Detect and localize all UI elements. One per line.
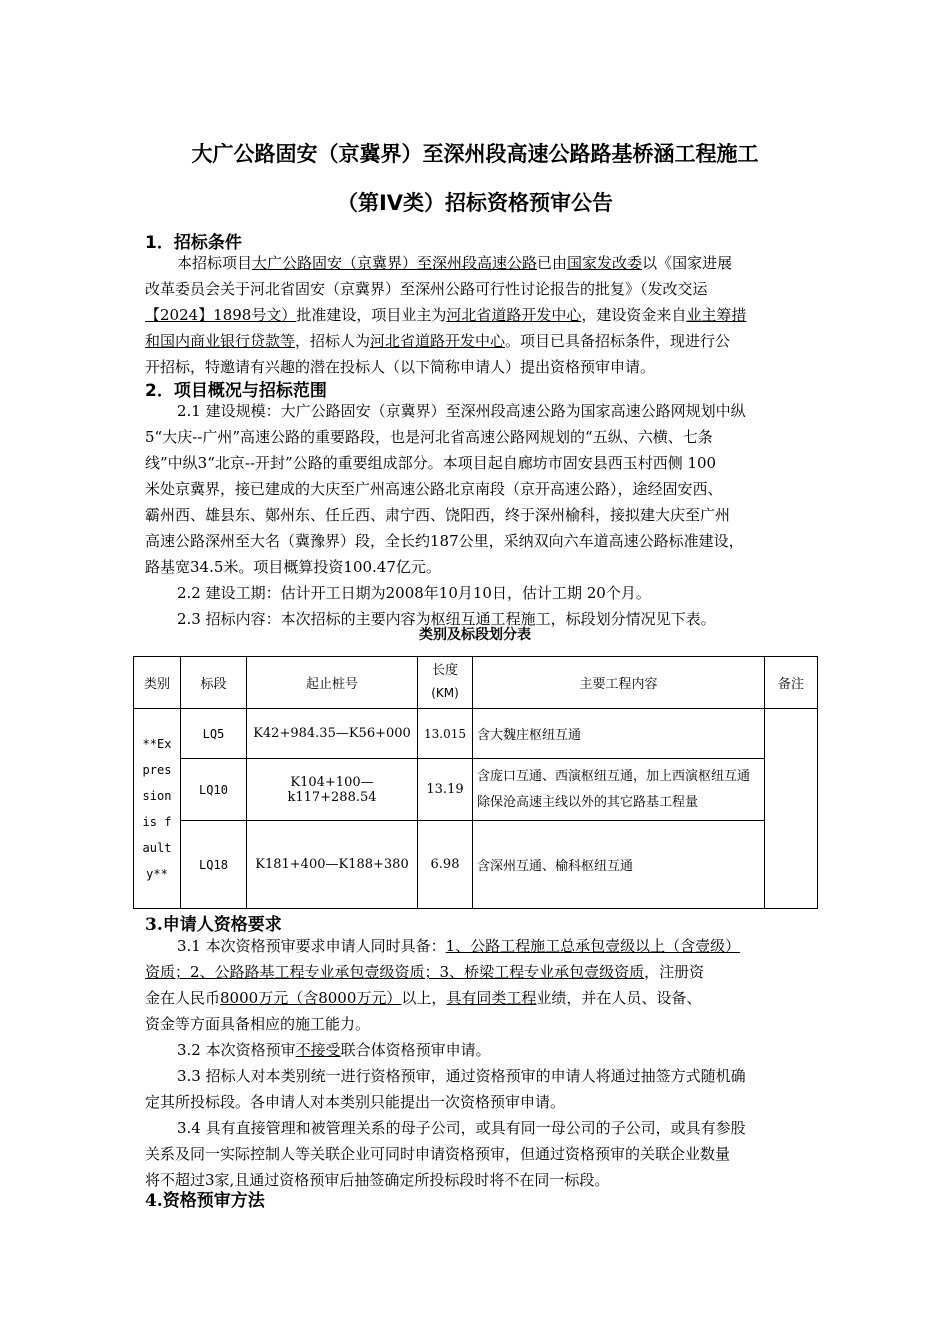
s2-line: 5“大庆--广州”高速公路的重要路段，也是河北省高速公路网规划的“五纵、六横、七条 [145, 428, 713, 446]
length-cell: 13.19 [418, 759, 473, 821]
section-1-body [145, 250, 817, 380]
approver: 国家发改委 [567, 254, 643, 272]
s3-line-4: 资金等方面具备相应的施工能力。 [145, 1015, 371, 1033]
length-cell: 13.015 [418, 709, 473, 759]
s1-line-5: 开招标，特邀请有兴趣的潜在投标人（以下简称申请人）提出资格预审申请。 [145, 358, 656, 376]
s3-line-1: 3.1 本次资格预审要求申请人同时具备：1、公路工程施工总承包壹级以上（含壹级） [177, 937, 741, 955]
owner: 河北省道路开发中心 [446, 306, 582, 324]
tenderer: 河北省道路开发中心 [370, 332, 506, 350]
section-2-body [145, 398, 817, 632]
table-header-row [134, 657, 818, 709]
s2-line: 米处京冀界，接已建成的大庆至广州高速公路北京南段（京开高速公路），途经固安西、 [145, 480, 723, 498]
s3-line-2: 资质；2、公路路基工程专业承包壹级资质；3、桥梁工程专业承包壹级资质，注册资 [145, 963, 705, 981]
remark-cell [765, 709, 818, 909]
table-row [134, 759, 818, 821]
section-3-body [145, 933, 817, 1193]
s3-line-3: 金在人民币8000万元（含8000万元）以上，具有同类工程业绩，并在人员、设备、 [145, 989, 702, 1007]
header-range: 起止桩号 [247, 657, 418, 709]
s3-line: 3.3 招标人对本类别统一进行资格预审，通过资格预审的申请人将通过抽签方式随机确 [177, 1067, 746, 1085]
header-type: 类别 [134, 657, 181, 709]
section-cell: LQ5 [181, 709, 247, 759]
project-name: 大广公路固安（京冀界）至深州段高速公路 [252, 254, 538, 272]
section-4-heading: 4.资格预审方法 [145, 1191, 265, 1211]
section-2-heading: 2．项目概况与招标范围 [145, 381, 327, 401]
s1-line-2: 改革委员会关于河北省固安（京冀界）至深州公路可行性讨论报告的批复》（发改交运 [145, 280, 708, 298]
table-row [134, 821, 818, 909]
s3-line: 3.4 具有直接管理和被管理关系的母子公司，或具有同一母公司的子公司，或具有参股 [177, 1119, 746, 1137]
type-cell: **Expression is faulty** [134, 709, 181, 909]
s1-line-4: 和国内商业银行贷款等，招标人为河北省道路开发中心。项目已具备招标条件，现进行公 [145, 332, 731, 350]
s2-line: 霸州西、雄县东、鄚州东、任丘西、肃宁西、饶阳西，终于深州榆科，接拟建大庆至广州 [145, 506, 731, 524]
table-caption: 类别及标段划分表 [419, 627, 531, 643]
s1-line-3: 【2024】1898号文）批准建设，项目业主为河北省道路开发中心，建设资金来自业主筹措 [145, 306, 747, 324]
s2-line: 线”中纵3“北京--开封”公路的重要组成部分。本项目起自廊坊市固安县西玉村西侧 100 [145, 454, 717, 472]
section-1-heading: 1．招标条件 [145, 233, 242, 253]
table-row [134, 709, 818, 759]
range-cell: K181+400—K188+380 [247, 821, 418, 909]
range-cell: K42+984.35—K56+000 [247, 709, 418, 759]
s2-line: 高速公路深州至大名（冀豫界）段，全长约187公里，采纳双向六车道高速公路标准建设， [145, 532, 744, 550]
content-cell: 含庞口互通、西演枢纽互通，加上西演枢纽互通除保沧高速主线以外的其它路基工程量 [473, 759, 765, 821]
content-cell: 含大魏庄枢纽互通 [473, 709, 765, 759]
content-cell: 含深州互通、榆科枢纽互通 [473, 821, 765, 909]
range-cell: K104+100—k117+288.54 [247, 759, 418, 821]
s2-line: 路基宽34.5米。项目概算投资100.47亿元。 [145, 558, 441, 576]
s2-line: 2.1 建设规模：大广公路固安（京冀界）至深州段高速公路为国家高速公路网规划中纵 [177, 402, 746, 420]
s3-line-5: 3.2 本次资格预审不接受联合体资格预审申请。 [177, 1041, 491, 1059]
header-remark: 备注 [765, 657, 818, 709]
section-table [133, 656, 818, 909]
s3-line: 定其所投标段。各申请人对本类别只能提出一次资格预审申请。 [145, 1093, 566, 1111]
s2-line: 2.3 招标内容：本次招标的主要内容为枢纽互通工程施工，标段划分情况见下表。 [177, 610, 716, 628]
header-length: 长度 (KM) [418, 657, 473, 709]
section-3-heading: 3.申请人资格要求 [145, 915, 282, 935]
capital-requirement: 8000万元（含8000万元） [220, 989, 402, 1007]
title-line-2: （第IV类）招标资格预审公告 [336, 191, 614, 215]
length-cell: 6.98 [418, 821, 473, 909]
header-section: 标段 [181, 657, 247, 709]
section-cell: LQ10 [181, 759, 247, 821]
header-content: 主要工程内容 [473, 657, 765, 709]
s1-line-1: 本招标项目大广公路固安（京冀界）至深州段高速公路已由国家发改委以《国家进展 [177, 254, 733, 272]
s3-line: 关系及同一实际控制人等关联企业可同时申请资格预审，但通过资格预审的关联企业数量 [145, 1145, 731, 1163]
section-cell: LQ18 [181, 821, 247, 909]
s2-line: 2.2 建设工期：估计开工日期为2008年10月10日，估计工期 20个月。 [177, 584, 651, 602]
title-line-1: 大广公路固安（京冀界）至深州段高速公路路基桥涵工程施工 [191, 142, 759, 166]
s3-line: 将不超过3家,且通过资格预审后抽签确定所投标段时将不在同一标段。 [145, 1171, 610, 1189]
